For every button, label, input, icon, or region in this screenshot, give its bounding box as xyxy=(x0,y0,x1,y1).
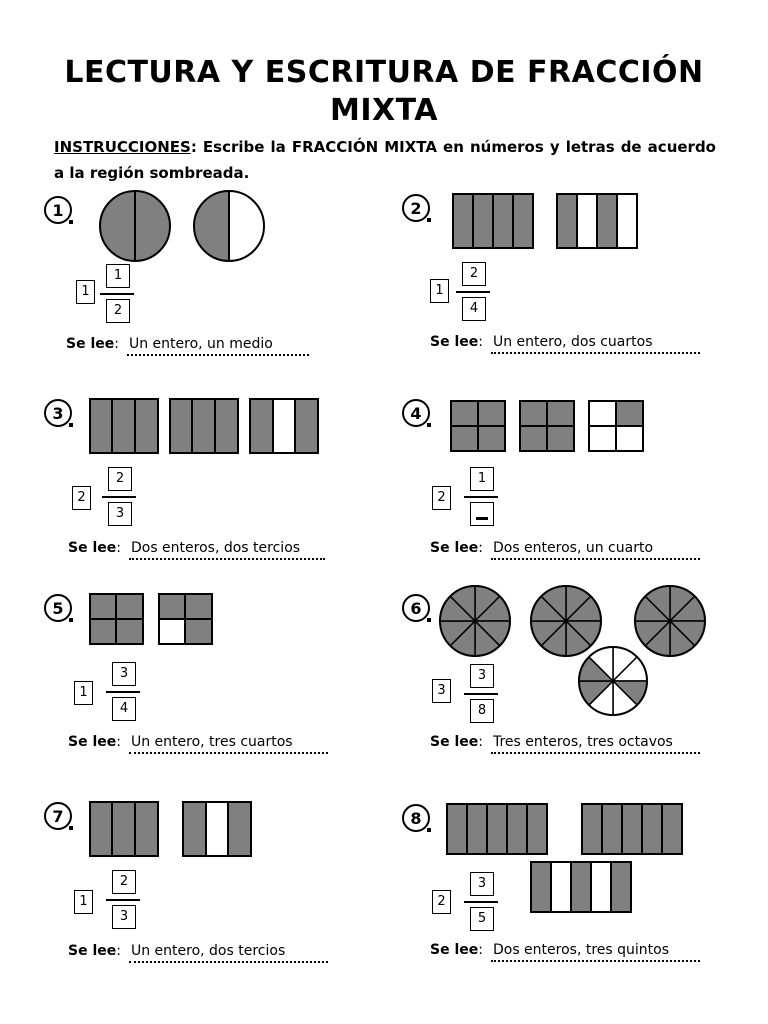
exercise-number: 1 xyxy=(44,196,72,224)
denominator-box: 5 xyxy=(470,907,494,931)
numerator-box: 2 xyxy=(112,870,136,894)
exercise-3 xyxy=(44,399,384,574)
exercise-number: 6 xyxy=(402,594,430,622)
fraction-bar xyxy=(456,291,490,293)
fraction-bar xyxy=(100,293,134,295)
fraction xyxy=(464,872,498,934)
whole-number-box: 1 xyxy=(74,681,93,705)
reading-line: Se lee: Un entero, dos cuartos xyxy=(430,334,700,354)
numerator-box: 1 xyxy=(106,264,130,288)
fraction xyxy=(464,467,498,529)
eighths-circle-2 xyxy=(531,586,601,656)
whole-number-box: 1 xyxy=(74,890,93,914)
exercise-4 xyxy=(402,399,742,574)
denominator-box: 3 xyxy=(108,502,132,526)
title-line-1: LECTURA Y ESCRITURA DE FRACCIÓN xyxy=(64,55,704,90)
denominator-box: 8 xyxy=(470,699,494,723)
reading-answer: Dos enteros, un cuarto xyxy=(491,540,700,560)
whole-number-box: 1 xyxy=(76,280,95,304)
denominator-box: 4 xyxy=(462,297,486,321)
reading-answer: Un entero, dos cuartos xyxy=(491,334,700,354)
numerator-box: 2 xyxy=(462,262,486,286)
exercise-number: 7 xyxy=(44,802,72,830)
whole-number-box: 2 xyxy=(72,486,91,510)
fraction xyxy=(100,264,134,326)
exercise-number: 8 xyxy=(402,804,430,832)
fraction-bar xyxy=(106,691,140,693)
fraction xyxy=(102,467,136,529)
reading-line: Se lee: Dos enteros, tres quintos xyxy=(430,942,700,962)
numerator-box: 1 xyxy=(470,467,494,491)
se-lee-label: Se lee xyxy=(430,734,479,750)
reading-line: Se lee: Dos enteros, dos tercios xyxy=(68,540,325,560)
whole-number-box: 1 xyxy=(430,279,449,303)
fraction-bar xyxy=(464,496,498,498)
denominator-box xyxy=(470,502,494,526)
eighths-circle-3 xyxy=(635,586,705,656)
exercise-8 xyxy=(402,804,742,979)
numerator-box: 3 xyxy=(470,872,494,896)
se-lee-label: Se lee xyxy=(68,734,117,750)
circle-half-empty xyxy=(229,191,264,261)
numerator-box: 3 xyxy=(112,662,136,686)
reading-line: Se lee: Un entero, un medio xyxy=(66,336,309,356)
denominator-box: 4 xyxy=(112,697,136,721)
circle-half-shaded xyxy=(194,191,229,261)
exercise-number: 3 xyxy=(44,399,72,427)
reading-line: Se lee: Un entero, dos tercios xyxy=(68,943,328,963)
whole-number-box: 2 xyxy=(432,890,451,914)
se-lee-label: Se lee xyxy=(430,942,479,958)
exercise-number: 5 xyxy=(44,594,72,622)
reading-answer: Un entero, un medio xyxy=(127,336,309,356)
fraction-bar xyxy=(464,901,498,903)
instructions-label: INSTRUCCIONES xyxy=(54,138,191,156)
exercise-6 xyxy=(402,594,768,769)
denominator-box: 3 xyxy=(112,905,136,929)
reading-line: Se lee: Un entero, tres cuartos xyxy=(68,734,328,754)
se-lee-label: Se lee xyxy=(68,540,117,556)
instructions-text: : Escribe la FRACCIÓN MIXTA en números y letras de acuerdo a la región sombreada. xyxy=(54,138,716,182)
exercise-5 xyxy=(44,594,384,769)
reading-line: Se lee: Tres enteros, tres octavos xyxy=(430,734,700,754)
fraction xyxy=(106,662,140,724)
reading-answer: Un entero, dos tercios xyxy=(129,943,328,963)
fraction-bar xyxy=(102,496,136,498)
reading-answer: Dos enteros, dos tercios xyxy=(129,540,325,560)
exercise-7 xyxy=(44,802,384,977)
instructions xyxy=(54,134,716,186)
eighths-circle-1 xyxy=(440,586,510,656)
se-lee-label: Se lee xyxy=(430,334,479,350)
blank-denominator xyxy=(476,503,488,520)
numerator-box: 3 xyxy=(470,664,494,688)
eighths-circle-4 xyxy=(579,647,647,715)
reading-answer: Tres enteros, tres octavos xyxy=(491,734,700,754)
se-lee-label: Se lee xyxy=(66,336,115,352)
whole-number-box: 3 xyxy=(432,679,451,703)
fraction-bar xyxy=(106,899,140,901)
fraction-bar xyxy=(464,693,498,695)
se-lee-label: Se lee xyxy=(430,540,479,556)
whole-number-box: 2 xyxy=(432,486,451,510)
fraction xyxy=(464,664,498,726)
page-title xyxy=(0,54,768,130)
exercise-number: 2 xyxy=(402,194,430,222)
se-lee-label: Se lee xyxy=(68,943,117,959)
numerator-box: 2 xyxy=(108,467,132,491)
fraction xyxy=(456,262,490,324)
title-line-2: MIXTA xyxy=(330,93,438,128)
exercise-number: 4 xyxy=(402,399,430,427)
exercise-1 xyxy=(44,196,384,371)
reading-answer: Un entero, tres cuartos xyxy=(129,734,328,754)
fraction xyxy=(106,870,140,932)
reading-line: Se lee: Dos enteros, un cuarto xyxy=(430,540,700,560)
reading-answer: Dos enteros, tres quintos xyxy=(491,942,700,962)
exercise-2 xyxy=(402,194,742,369)
denominator-box: 2 xyxy=(106,299,130,323)
